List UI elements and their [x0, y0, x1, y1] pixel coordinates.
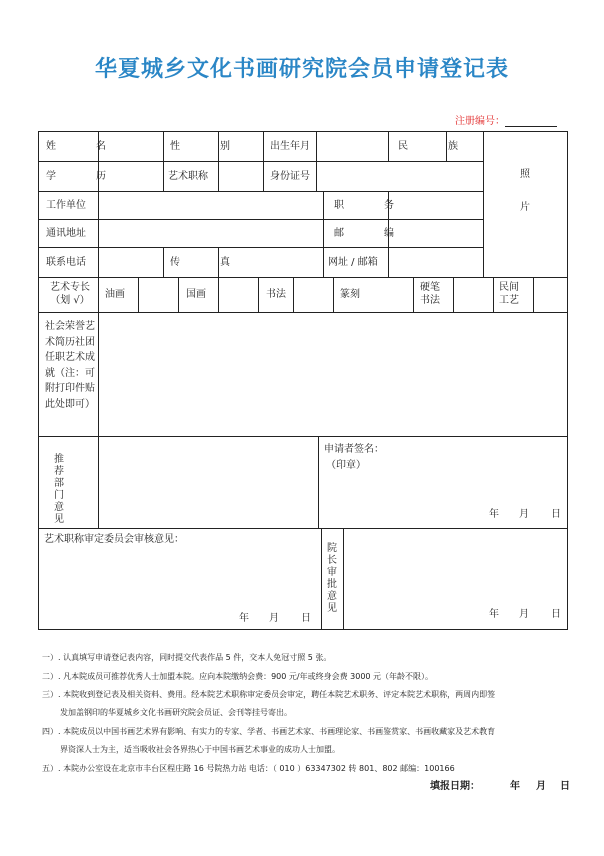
specialty-guohua: 国画 — [186, 289, 206, 300]
name-label: 姓 名 — [46, 141, 121, 152]
specialty-calligraphy: 书法 — [266, 289, 286, 300]
president-date-day: 日 — [551, 609, 561, 620]
recommend-date-year: 年 — [489, 509, 499, 520]
art-title-label: 艺术职称 — [168, 171, 208, 182]
honors-label: 社会荣誉艺术简历社团任职艺术成就（注：可附打印件贴此处即可） — [45, 321, 95, 410]
president-date-month: 月 — [519, 609, 529, 620]
specialty-hardpen: 硬笔书法 — [420, 282, 440, 306]
fill-date-month: 月 — [536, 781, 546, 792]
note-1: 一）. 认真填写申请登记表内容，同时提交代表作品 5 件，交本人免冠寸照 5 张。 — [42, 653, 332, 662]
committee-label: 艺术职称审定委员会审核意见： — [44, 534, 184, 545]
workplace-label: 工作单位 — [46, 200, 86, 211]
seal-label: （印章） — [326, 460, 366, 471]
recommend-date-month: 月 — [519, 509, 529, 520]
id-label: 身份证号 — [270, 171, 310, 182]
note-4-cont: 界资深人士为主，适当吸收社会各界热心于中国书画艺术事业的成功人士加盟。 — [60, 745, 340, 754]
registration-field[interactable] — [505, 116, 557, 127]
note-2: 二）. 凡本院成员可推荐优秀人士加盟本院。应向本院缴纳会费：900 元/年或终身会费 3000 元（年龄不限）。 — [42, 672, 434, 681]
recommend-date-day: 日 — [551, 509, 561, 520]
registration-label: 注册编号： — [455, 116, 505, 127]
specialty-folk: 民间工艺 — [499, 282, 519, 306]
applicant-sign-label: 申请者签名： — [324, 444, 384, 455]
recommend-label: 推荐部门意见 — [54, 454, 64, 525]
position-label: 职 务 — [334, 200, 409, 211]
photo-label-2: 片 — [520, 202, 530, 213]
birth-label: 出生年月 — [270, 141, 310, 152]
education-label: 学 历 — [46, 171, 121, 182]
fax-label: 传 真 — [170, 257, 245, 268]
table-grid — [38, 131, 568, 630]
application-form-table — [38, 131, 568, 630]
committee-date-day: 日 — [301, 613, 311, 624]
fill-date-year: 年 — [510, 781, 520, 792]
specialty-oil: 油画 — [105, 289, 125, 300]
note-4: 四）. 本院成员以中国书画艺术界有影响、有实力的专家、学者、书画艺术家、书画理论家、书画鉴赏家、书画收藏家及艺术教育 — [42, 727, 496, 736]
note-3: 三）. 本院收到登记表及相关资料、费用。经本院艺术职称审定委员会审定，聘任本院艺术职务、评定本院艺术职称，两周内即签 — [42, 690, 496, 699]
committee-date-month: 月 — [269, 613, 279, 624]
president-label: 院长审批意见 — [327, 543, 337, 614]
phone-label: 联系电话 — [46, 257, 86, 268]
postcode-label: 邮 编 — [334, 228, 409, 239]
registration-number — [455, 112, 557, 127]
note-3-cont: 发加盖钢印的华夏城乡文化书画研究院会员证、会刊等挂号寄出。 — [60, 708, 292, 717]
fill-date-label: 填报日期： — [430, 781, 480, 792]
note-5: 五）. 本院办公室设在北京市丰台区程庄路 16 号院热力站 电话：（ 010 ）63347302 转 801、802 邮编：100166 — [42, 764, 455, 773]
address-label: 通讯地址 — [46, 228, 86, 239]
ethnic-label: 民 族 — [398, 141, 473, 152]
committee-date-year: 年 — [239, 613, 249, 624]
website-label: 网址 / 邮箱 — [328, 257, 378, 268]
specialty-seal: 篆刻 — [340, 289, 360, 300]
fill-date-day: 日 — [560, 781, 570, 792]
specialty-label: 艺术专长（划 √） — [50, 282, 90, 306]
photo-label-1: 照 — [520, 169, 530, 180]
form-title: 华夏城乡文化书画研究院会员申请登记表 — [94, 57, 509, 82]
president-date-year: 年 — [489, 609, 499, 620]
gender-label: 性 别 — [170, 141, 245, 152]
